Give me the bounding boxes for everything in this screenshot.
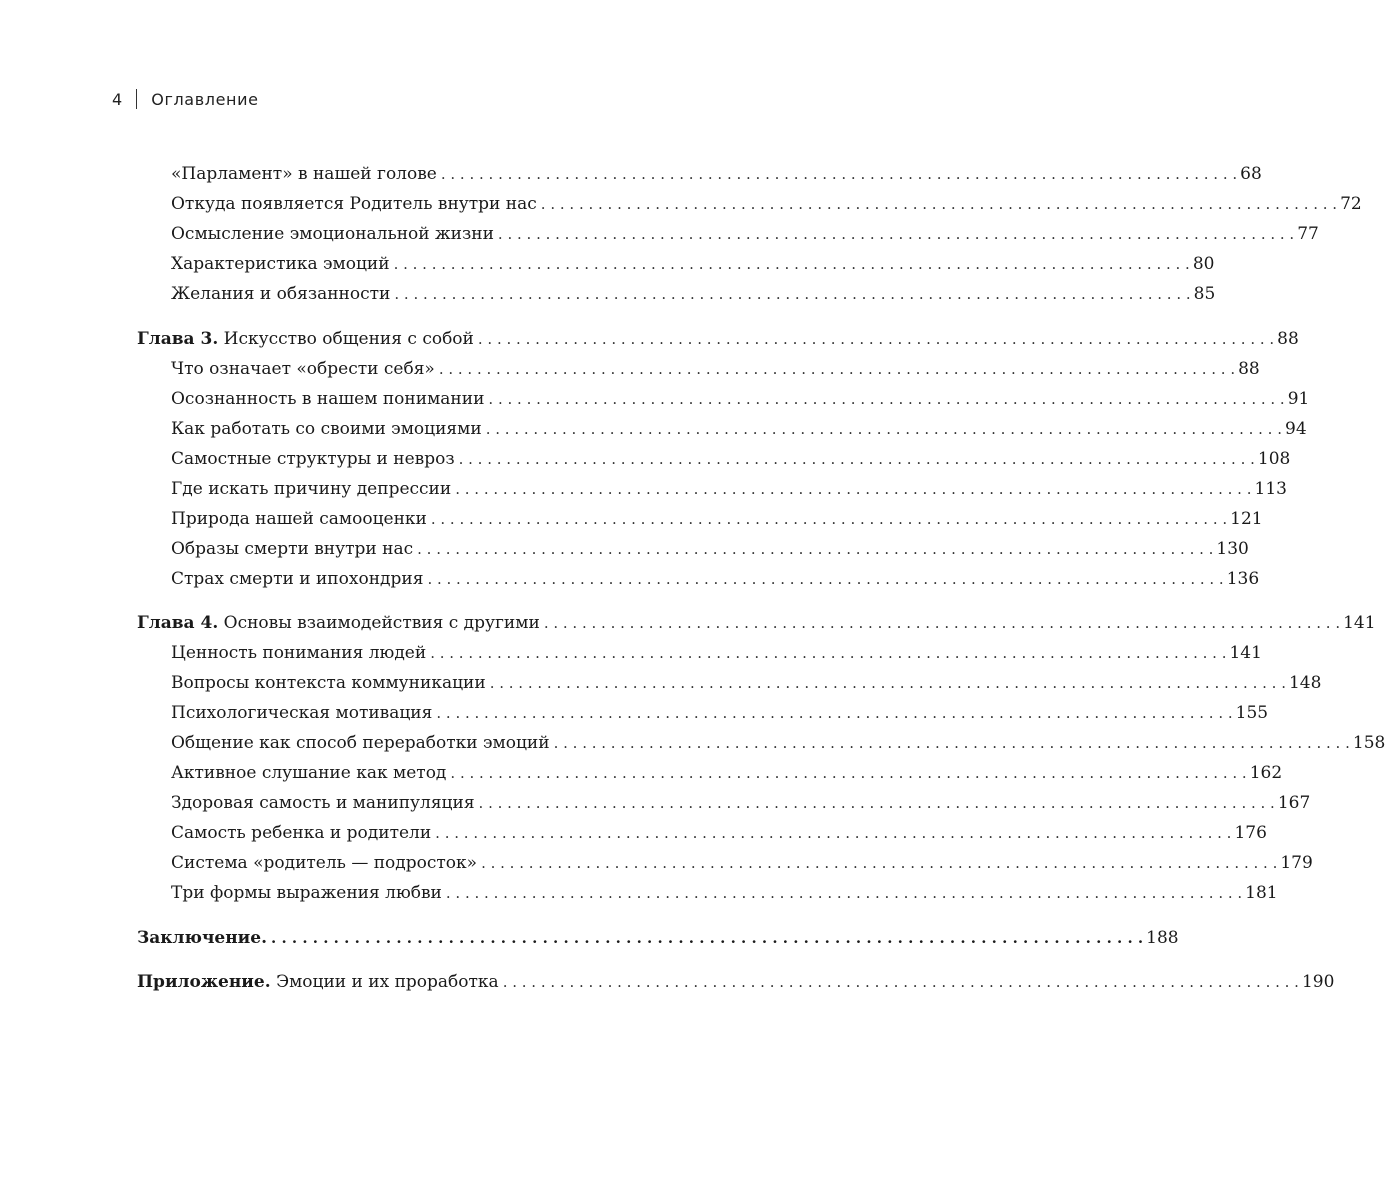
toc-entry-title: Активное слушание как метод [171, 763, 447, 783]
chapter-label: Приложение. [137, 972, 271, 992]
toc-entry-page: 88 [1277, 328, 1299, 349]
dot-leader [479, 788, 1275, 818]
toc-entry-page: 162 [1249, 763, 1283, 783]
toc-entry[interactable] [137, 219, 1319, 249]
dot-leader [439, 354, 1235, 384]
toc-entry-page: 85 [1193, 284, 1216, 304]
toc-entry-page: 141 [1229, 643, 1262, 663]
toc-entry[interactable] [137, 848, 1313, 878]
toc-entry-page: 148 [1288, 673, 1322, 693]
dot-leader [541, 189, 1337, 219]
chapter-label: Глава 3. [137, 328, 219, 349]
toc-entry-title: Система «родитель — подросток» [171, 853, 478, 873]
dot-leader [441, 159, 1237, 189]
toc-entry-page: 141 [1343, 613, 1376, 633]
dot-leader [446, 878, 1242, 908]
dot-leader [427, 564, 1223, 594]
dot-leader [488, 384, 1284, 414]
header-separator [136, 89, 138, 109]
toc-entry-page: 80 [1192, 254, 1215, 274]
toc-entry[interactable] [137, 279, 1216, 309]
dot-leader [417, 534, 1213, 564]
toc-entry-title: Характеристика эмоций [171, 254, 390, 274]
toc-entry-page: 91 [1287, 388, 1310, 409]
dot-leader [486, 414, 1282, 444]
toc-entry-title: Самость ребенка и родители [171, 823, 432, 843]
dot-leader [554, 728, 1350, 758]
toc-entry-page: 158 [1352, 733, 1385, 753]
toc-entry-title: Что означает «обрести себя» [171, 358, 435, 379]
dot-leader [544, 608, 1340, 638]
dot-leader [450, 758, 1246, 788]
toc-entry-page: 113 [1254, 478, 1287, 499]
toc-entry-page: 68 [1240, 164, 1262, 184]
dot-leader [436, 698, 1232, 728]
toc-entry-page: 155 [1235, 703, 1269, 723]
toc-entry-title: Самостные структуры и невроз [171, 448, 455, 469]
toc-entry[interactable] [137, 249, 1215, 279]
toc-entry-title: Страх смерти и ипохондрия [171, 568, 424, 589]
toc-entry[interactable] [137, 504, 1263, 534]
toc-entry-title: Ценность понимания людей [171, 643, 427, 663]
toc-entry-title: Психологическая мотивация [171, 703, 433, 723]
dot-leader [394, 279, 1190, 309]
dot-leader [431, 504, 1227, 534]
dot-leader [459, 444, 1255, 474]
toc-entry-title: Природа нашей самооценки [171, 508, 427, 529]
toc-entry[interactable] [137, 354, 1260, 384]
toc-entry[interactable] [137, 474, 1287, 504]
toc-entry-title: Здоровая самость и манипуляция [171, 793, 475, 813]
toc-entry[interactable] [137, 638, 1262, 668]
toc-entry-title: Образы смерти внутри нас [171, 538, 414, 559]
toc-entry-title: Общение как способ переработки эмоций [171, 733, 550, 753]
toc-chapter-3[interactable] [137, 324, 1299, 354]
dot-leader [271, 923, 1143, 953]
toc-entry-title: Вопросы контекста коммуникации [171, 673, 486, 693]
page-number: 4 [112, 89, 123, 109]
toc-entry-page: 181 [1245, 883, 1278, 903]
toc-entry-page: 77 [1297, 224, 1319, 244]
toc-entry-title: Осознанность в нашем понимании [171, 388, 485, 409]
dot-leader [503, 967, 1299, 997]
toc-entry-page: 179 [1280, 853, 1313, 873]
toc-entry[interactable] [137, 159, 1262, 189]
toc-entry-title: Откуда появляется Родитель внутри нас [171, 194, 537, 214]
toc-entry[interactable] [137, 878, 1278, 908]
toc-entry[interactable] [137, 564, 1260, 594]
toc-entry[interactable] [137, 444, 1291, 474]
toc-entry-page: 136 [1226, 568, 1260, 589]
chapter-title: Основы взаимодействия с другими [223, 613, 540, 633]
toc-entry-page: 188 [1146, 927, 1179, 948]
chapter-title: Эмоции и их проработка [276, 972, 499, 992]
dot-leader [435, 818, 1231, 848]
dot-leader [478, 324, 1274, 354]
dot-leader [481, 848, 1277, 878]
running-head [112, 86, 259, 112]
toc-entry-page: 190 [1301, 972, 1335, 992]
toc-entry-title: Желания и обязанности [171, 284, 391, 304]
toc-entry[interactable] [137, 698, 1269, 728]
toc-entry-page: 72 [1340, 194, 1362, 214]
dot-leader [430, 638, 1226, 668]
toc-entry[interactable] [137, 414, 1307, 444]
toc-entry[interactable] [137, 189, 1362, 219]
chapter-label: Глава 4. [137, 613, 219, 633]
toc-chapter-4[interactable] [137, 608, 1376, 638]
toc-entry-page: 167 [1277, 793, 1311, 813]
toc-entry[interactable] [137, 668, 1322, 698]
toc-entry[interactable] [137, 384, 1310, 414]
dot-leader [394, 249, 1190, 279]
chapter-title: Искусство общения с собой [223, 328, 474, 349]
toc-entry-page: 121 [1230, 508, 1263, 529]
section-title: Оглавление [151, 89, 259, 109]
toc-entry[interactable] [137, 788, 1311, 818]
toc-entry-page: 176 [1234, 823, 1267, 843]
toc-entry-page: 94 [1285, 418, 1307, 439]
dot-leader [490, 668, 1286, 698]
toc-entry-page: 88 [1238, 358, 1260, 379]
toc-entry[interactable] [137, 818, 1267, 848]
toc-entry-page: 108 [1257, 448, 1291, 469]
toc-entry-title: «Парламент» в нашей голове [171, 164, 437, 184]
toc-entry-title: Три формы выражения любви [171, 883, 442, 903]
toc-entry-page: 130 [1216, 538, 1249, 559]
chapter-label: Заключение. [137, 927, 268, 948]
toc-conclusion[interactable] [137, 923, 1179, 953]
table-of-contents [137, 159, 1385, 997]
dot-leader [498, 219, 1294, 249]
toc-entry[interactable] [137, 758, 1283, 788]
toc-entry-title: Как работать со своими эмоциями [171, 418, 482, 439]
dot-leader [455, 474, 1251, 504]
toc-entry[interactable] [137, 728, 1385, 758]
toc-appendix[interactable] [137, 967, 1335, 997]
toc-entry[interactable] [137, 534, 1249, 564]
toc-entry-title: Осмысление эмоциональной жизни [171, 224, 494, 244]
toc-entry-title: Где искать причину депрессии [171, 478, 452, 499]
